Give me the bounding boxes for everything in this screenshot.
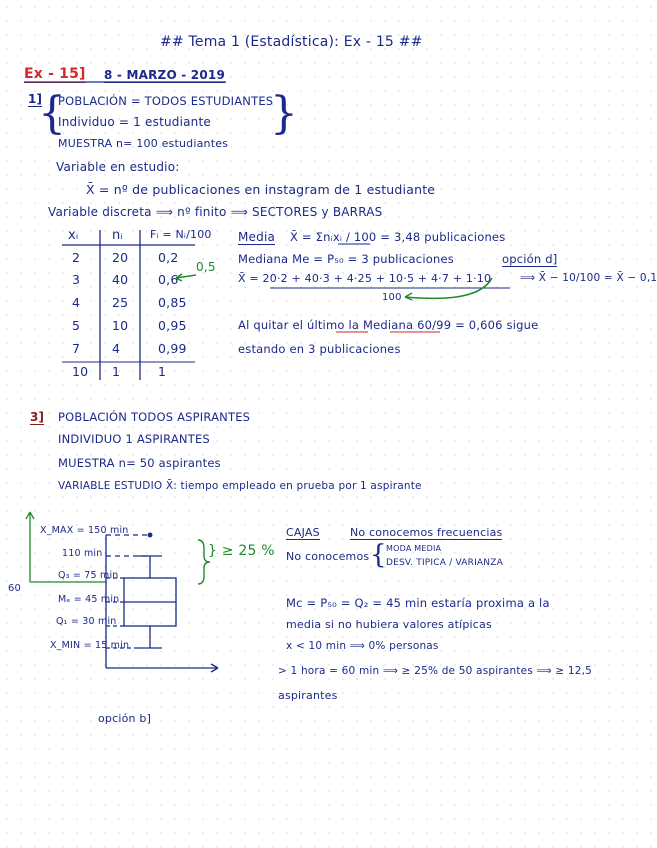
half-marker: 0,5 <box>196 260 216 274</box>
median-line: Mediana Me = P₅₀ = 3 publicaciones <box>238 252 454 266</box>
table-cell-x: 10 <box>72 364 89 379</box>
table-cell-F: 0,85 <box>158 295 187 310</box>
table-cell-F: 0,99 <box>158 341 187 356</box>
label-110: 110 min <box>62 548 103 559</box>
discrete-variable: Variable discreta ⟹ nº finito ⟹ SECTORES y BARRAS <box>48 205 383 219</box>
population: POBLACIÓN = TODOS ESTUDIANTES <box>58 94 274 108</box>
mode-mean: MODA MEDIA <box>386 544 442 553</box>
unknown-frequencies: No conocemos frecuencias <box>350 526 503 539</box>
table-cell-F: 0,2 <box>158 250 179 265</box>
media-equation: X̄ = Σnᵢxᵢ / 100 = 3,48 publicaciones <box>290 230 506 244</box>
unknown-brace: { <box>370 540 387 570</box>
table-header-n: nᵢ <box>112 228 123 243</box>
study-variable: Variable en estudio: <box>56 160 180 174</box>
individual-3: INDIVIDUO 1 ASPIRANTES <box>58 432 210 446</box>
individual: Individuo = 1 estudiante <box>58 115 211 129</box>
table-cell-x: 7 <box>72 341 81 356</box>
table-cell-F: 1 <box>158 364 167 379</box>
table-cell-n: 40 <box>112 272 129 287</box>
mean-expansion: X̄ = 20·2 + 40·3 + 4·25 + 10·5 + 4·7 + 1·10 <box>238 272 492 285</box>
label-sixty: 60 <box>8 583 22 594</box>
option-b: opción b] <box>98 712 152 725</box>
unknown-label: No conocemos <box>286 550 370 563</box>
media-label: Media <box>238 230 276 244</box>
population-3: POBLACIÓN TODOS ASPIRANTES <box>58 410 251 424</box>
label-q1: Q₁ = 30 min <box>56 616 117 627</box>
aspirants-word: aspirantes <box>278 689 338 702</box>
left-brace: { <box>38 88 66 139</box>
page-title: ## Tema 1 (Estadística): Ex - 15 ## <box>160 34 423 50</box>
sample-3: MUESTRA n= 50 aspirantes <box>58 456 221 470</box>
remove-last-note-2: estando en 3 publicaciones <box>238 342 401 356</box>
median-note: media si no hubiera valores atípicas <box>286 618 492 631</box>
table-cell-n: 10 <box>112 318 129 333</box>
sample: MUESTRA n= 100 estudiantes <box>58 137 229 150</box>
table-cell-F: 0,6 <box>158 272 179 287</box>
section-3-number: 3] <box>30 410 45 424</box>
remove-last-note: Al quitar el último la Mediana 60/99 = 0,606 sigue <box>238 318 539 332</box>
label-xmax: X_MAX = 150 min <box>40 525 129 536</box>
median-q2: Mc = P₅₀ = Q₂ = 45 min estaría proxima a la <box>286 596 550 610</box>
option-d: opción d] <box>502 252 558 266</box>
variable-3: VARIABLE ESTUDIO X̄: tiempo empleado en prueba por 1 aspirante <box>58 480 422 492</box>
boxes-title: CAJAS <box>286 526 320 539</box>
table-cell-x: 4 <box>72 295 81 310</box>
gt1h-note: > 1 hora = 60 min ⟹ ≥ 25% de 50 aspirantes ⟹ ≥ 12,5 <box>278 665 593 677</box>
box <box>124 578 176 626</box>
label-pct: } ≥ 25 % <box>208 543 275 559</box>
variable-definition: X̄ = nº de publicaciones en instagram de 1 estudiante <box>86 182 436 197</box>
table-cell-n: 20 <box>112 250 129 265</box>
half-arrow <box>176 275 196 278</box>
table-cell-n: 25 <box>112 295 129 310</box>
exam-date: 8 - MARZO - 2019 <box>104 68 225 82</box>
table-cell-x: 3 <box>72 272 81 287</box>
table-cell-n: 4 <box>112 341 121 356</box>
table-cell-x: 2 <box>72 250 81 265</box>
table-cell-n: 1 <box>112 364 121 379</box>
right-brace: } <box>270 88 298 139</box>
exercise-label: Ex - 15] <box>24 66 86 82</box>
table-cell-F: 0,95 <box>158 318 187 333</box>
mean-result: ⟹ X̄ − 10/100 = X̄ − 0,1 <box>520 272 657 284</box>
label-xmin: X_MIN = 15 min <box>50 640 130 651</box>
table-header-F: Fᵢ = Nᵢ/100 <box>150 228 212 241</box>
lt10-note: x < 10 min ⟹ 0% personas <box>286 640 439 652</box>
mean-denominator: 100 <box>382 292 402 303</box>
table-header-x: xᵢ <box>68 228 79 243</box>
label-q3: Q₃ = 75 min <box>58 570 119 581</box>
label-median: Mₑ = 45 min <box>58 594 120 605</box>
std-variance: DESV. TIPICA / VARIANZA <box>386 558 503 568</box>
section-1-number: 1] <box>28 92 43 106</box>
table-cell-x: 5 <box>72 318 81 333</box>
